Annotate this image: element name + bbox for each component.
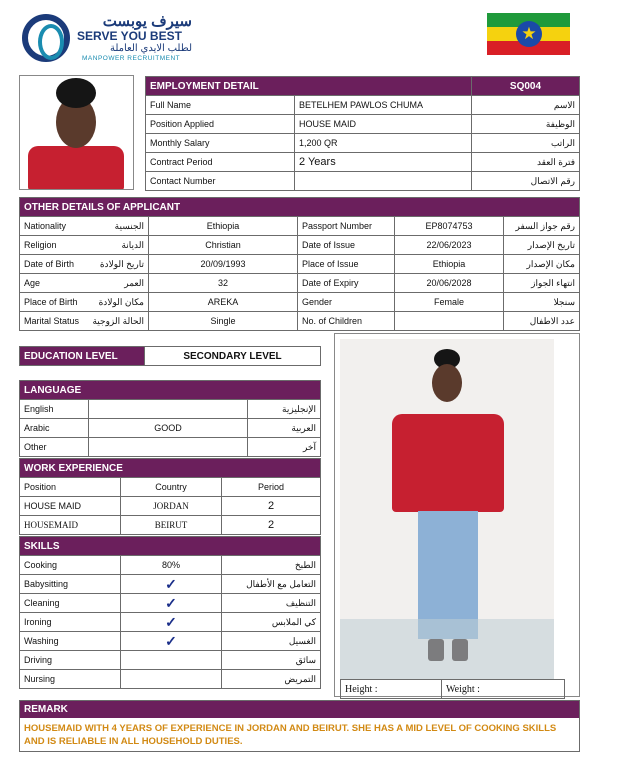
table-row: Nationality الجنسية Ethiopia Passport Number EP8074753 رقم جواز السفر bbox=[20, 217, 580, 236]
logo-mark-icon bbox=[22, 14, 70, 62]
table-row: Place of Birth مكان الولادة AREKA Gender Female سنجلا bbox=[20, 293, 580, 312]
measurements-table bbox=[340, 679, 565, 699]
table-row: Arabic GOOD العربية bbox=[20, 419, 321, 438]
work-experience-table bbox=[19, 458, 321, 535]
table-row: Nursing التمريض bbox=[20, 670, 321, 689]
logo-english-title: SERVE YOU BEST bbox=[77, 29, 182, 43]
logo-arabic-sub: لطلب الايدي العاملة bbox=[109, 43, 192, 54]
table-row: HOUSE MAID JORDAN 2 bbox=[20, 497, 321, 516]
table-row: Ironing ✓ كي الملابس bbox=[20, 613, 321, 632]
full-photo-frame bbox=[334, 333, 580, 697]
logo-subtitle: MANPOWER RECRUITMENT bbox=[82, 55, 181, 62]
weight-label: Weight : bbox=[442, 680, 485, 699]
table-row: Position Country Period bbox=[20, 478, 321, 497]
table-row: Contact Number رقم الاتصال bbox=[146, 172, 580, 191]
table-row: Date of Birth تاريخ الولادة 20/09/1993 Place of Issue Ethiopia مكان الإصدار bbox=[20, 255, 580, 274]
skills-list-table bbox=[19, 536, 321, 689]
table-row: Monthly Salary 1,200 QR الراتب bbox=[146, 134, 580, 153]
remark-section bbox=[19, 700, 580, 752]
applicant-photo-small bbox=[19, 75, 134, 190]
check-icon: ✓ bbox=[121, 632, 222, 651]
table-row: Babysitting ✓ التعامل مع الأطفال bbox=[20, 575, 321, 594]
table-row: Other آخر bbox=[20, 438, 321, 457]
education-value: SECONDARY LEVEL bbox=[145, 347, 321, 366]
applicant-photo-full bbox=[340, 339, 554, 679]
check-icon: ✓ bbox=[121, 594, 222, 613]
skills-table bbox=[19, 380, 321, 457]
table-row: Cleaning ✓ التنظيف bbox=[20, 594, 321, 613]
table-row: Marital Status الحالة الزوجية Single No. of Children عدد الاطفال bbox=[20, 312, 580, 331]
table-row: Position Applied HOUSE MAID الوظيفة bbox=[146, 115, 580, 134]
height-label: Height : bbox=[341, 680, 384, 699]
language-header: LANGUAGE bbox=[20, 381, 321, 400]
skills-header: SKILLS bbox=[20, 537, 321, 556]
logo-arabic-title: سيرف يوبست bbox=[102, 13, 192, 30]
table-row: Contract Period 2 Years فترة العقد bbox=[146, 153, 580, 172]
applicant-header: OTHER DETAILS OF APPLICANT bbox=[20, 198, 580, 217]
employment-header: EMPLOYMENT DETAIL bbox=[146, 77, 472, 96]
employment-table bbox=[145, 76, 580, 191]
table-row: Cooking 80% الطبخ bbox=[20, 556, 321, 575]
table-row: English الإنجليزية bbox=[20, 400, 321, 419]
table-row: Driving سائق bbox=[20, 651, 321, 670]
education-label: EDUCATION LEVEL bbox=[20, 347, 145, 366]
ethiopia-flag-icon: ★ bbox=[487, 13, 570, 55]
table-row: HOUSEMAID BEIRUT 2 bbox=[20, 516, 321, 535]
table-row: Full Name BETELHEM PAWLOS CHUMA الاسم bbox=[146, 96, 580, 115]
education-table bbox=[19, 346, 321, 366]
table-row: Religion الديانة Christian Date of Issue 22/06/2023 تاريخ الإصدار bbox=[20, 236, 580, 255]
check-icon: ✓ bbox=[121, 575, 222, 594]
table-row: Washing ✓ الغسيل bbox=[20, 632, 321, 651]
check-icon: ✓ bbox=[121, 613, 222, 632]
remark-header: REMARK bbox=[20, 701, 579, 718]
work-header: WORK EXPERIENCE bbox=[20, 459, 321, 478]
applicant-details-table bbox=[19, 197, 580, 331]
applicant-code: SQ004 bbox=[472, 77, 580, 96]
logo bbox=[22, 12, 192, 64]
table-row: Age العمر 32 Date of Expiry 20/06/2028 انتهاء الجواز bbox=[20, 274, 580, 293]
remark-text: HOUSEMAID WITH 4 YEARS OF EXPERIENCE IN JORDAN AND BEIRUT. SHE HAS A MID LEVEL OF COOKING SKILLS AND IS RELIABLE IN ALL HOUSEHOLD DUTIES. bbox=[24, 723, 557, 747]
